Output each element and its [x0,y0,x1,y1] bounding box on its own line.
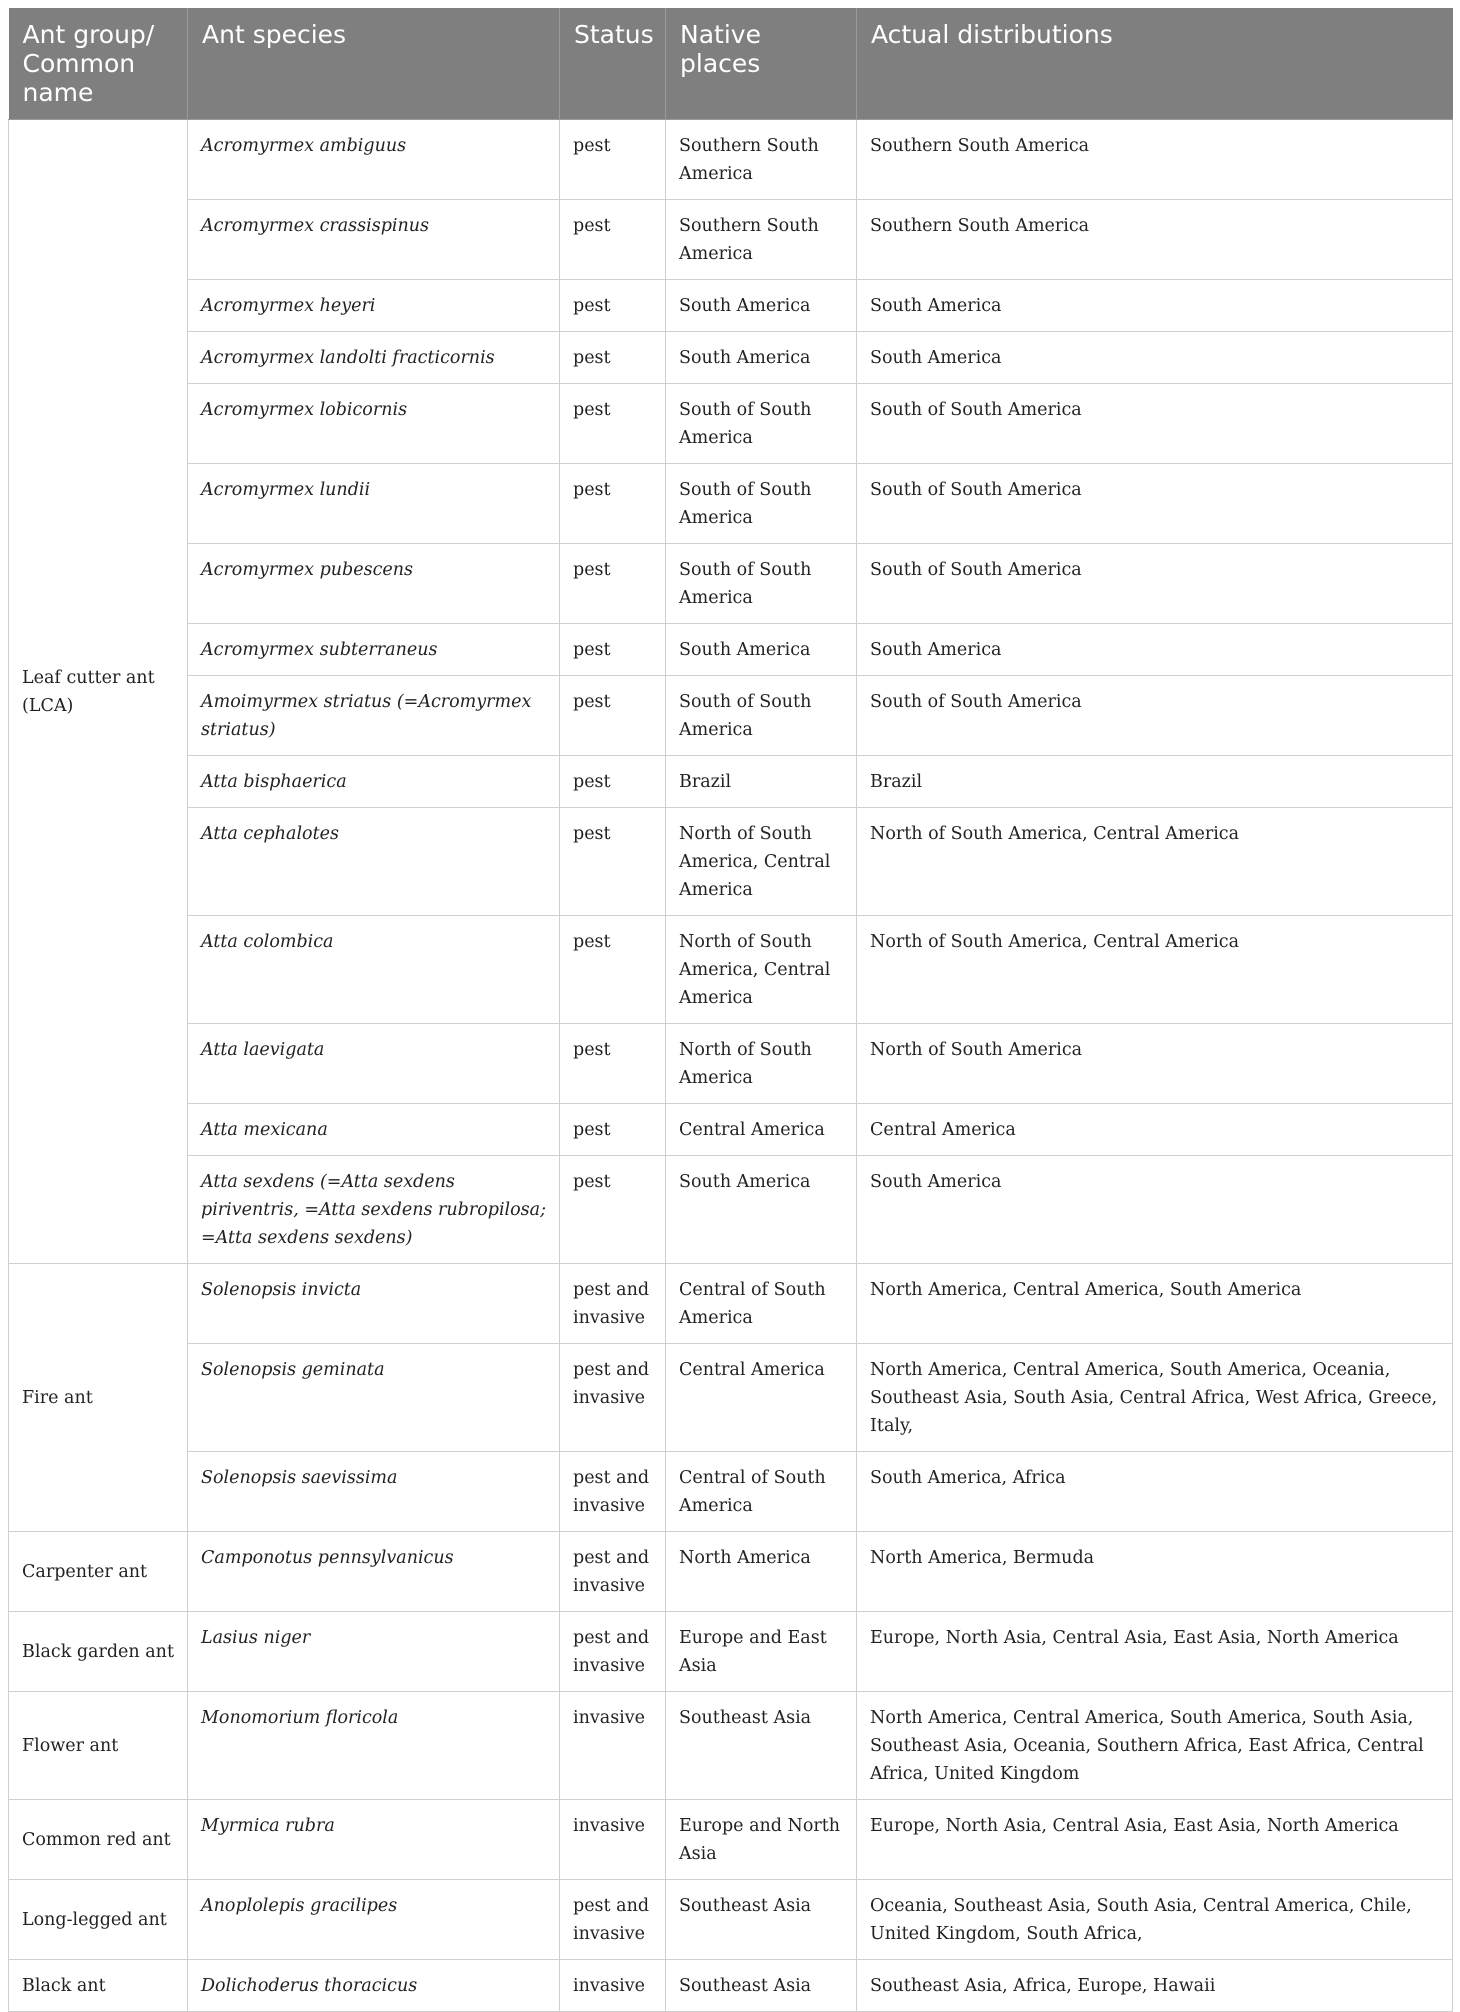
native-places-cell: Europe and North Asia [666,1800,857,1880]
table-row [9,676,1453,756]
species-cell: Amoimyrmex striatus (=Acromyrmex striatus) [188,676,560,756]
species-cell: Acromyrmex pubescens [188,544,560,624]
status-cell: invasive [560,1960,666,2012]
species-cell: Atta cephalotes [188,808,560,916]
status-cell: pest and invasive [560,1264,666,1344]
species-cell: Lasius niger [188,1612,560,1692]
status-cell: pest and invasive [560,1880,666,1960]
species-cell: Atta bisphaerica [188,756,560,808]
species-cell: Atta colombica [188,916,560,1024]
status-cell: pest [560,384,666,464]
status-cell: pest [560,332,666,384]
species-cell: Solenopsis invicta [188,1264,560,1344]
species-cell: Acromyrmex lundii [188,464,560,544]
species-cell: Acromyrmex crassispinus [188,200,560,280]
status-cell: pest [560,808,666,916]
species-cell: Acromyrmex lobicornis [188,384,560,464]
actual-distributions-cell: South America [857,332,1453,384]
status-cell: invasive [560,1692,666,1800]
actual-distributions-cell: North America, Central America, South America, South Asia, Southeast Asia, Oceania, Southern Africa, East Africa, Central Africa, United Kingdom [857,1692,1453,1800]
status-cell: pest [560,1156,666,1264]
actual-distributions-cell: Southeast Asia, Africa, Europe, Hawaii [857,1960,1453,2012]
species-cell: Acromyrmex landolti fracticornis [188,332,560,384]
native-places-cell: South America [666,280,857,332]
native-places-cell: Central of South America [666,1452,857,1532]
native-places-cell: South of South America [666,544,857,624]
table-row [9,1344,1453,1452]
native-places-cell: South America [666,332,857,384]
status-cell: pest and invasive [560,1452,666,1532]
ant-group-cell: Common red ant [9,1800,188,1880]
native-places-cell: South of South America [666,464,857,544]
native-places-cell: Southern South America [666,200,857,280]
table-row [9,120,1453,200]
table-row [9,1452,1453,1532]
species-cell: Anoplolepis gracilipes [188,1880,560,1960]
table-header [9,8,1453,120]
table-row [9,1800,1453,1880]
actual-distributions-cell: North America, Central America, South America, Oceania, Southeast Asia, South Asia, Central Africa, West Africa, Greece, Italy, [857,1344,1453,1452]
status-cell: pest [560,280,666,332]
ant-group-cell: Carpenter ant [9,1532,188,1612]
header-status: Status [560,8,666,120]
table-row [9,1156,1453,1264]
actual-distributions-cell: South of South America [857,544,1453,624]
status-cell: pest [560,200,666,280]
header-actual-distributions: Actual distributions [857,8,1453,120]
species-cell: Solenopsis geminata [188,1344,560,1452]
table-row [9,756,1453,808]
actual-distributions-cell: North of South America, Central America [857,916,1453,1024]
actual-distributions-cell: Southern South America [857,120,1453,200]
species-cell: Atta sexdens (=Atta sexdens piriventris, =Atta sexdens rubropilosa; =Atta sexdens sexdens) [188,1156,560,1264]
ant-group-cell: Flower ant [9,1692,188,1800]
table-body [9,120,1453,2012]
status-cell: pest and invasive [560,1612,666,1692]
table-row [9,1264,1453,1344]
actual-distributions-cell: North America, Bermuda [857,1532,1453,1612]
table-row [9,1960,1453,2012]
table-row [9,200,1453,280]
native-places-cell: North of South America, Central America [666,808,857,916]
header-ant-species: Ant species [188,8,560,120]
table-row [9,332,1453,384]
actual-distributions-cell: North of South America, Central America [857,808,1453,916]
native-places-cell: Southeast Asia [666,1960,857,2012]
table-row [9,808,1453,916]
actual-distributions-cell: South America, Africa [857,1452,1453,1532]
native-places-cell: Southern South America [666,120,857,200]
status-cell: pest and invasive [560,1344,666,1452]
status-cell: pest and invasive [560,1532,666,1612]
actual-distributions-cell: South of South America [857,384,1453,464]
status-cell: pest [560,544,666,624]
native-places-cell: South of South America [666,384,857,464]
actual-distributions-cell: South of South America [857,676,1453,756]
native-places-cell: Brazil [666,756,857,808]
table-row [9,1612,1453,1692]
native-places-cell: South of South America [666,676,857,756]
species-cell: Acromyrmex subterraneus [188,624,560,676]
header-ant-group: Ant group/ Common name [9,8,188,120]
native-places-cell: South America [666,624,857,676]
status-cell: pest [560,1104,666,1156]
table-row [9,544,1453,624]
table-row [9,280,1453,332]
ant-group-cell: Fire ant [9,1264,188,1532]
native-places-cell: Central America [666,1344,857,1452]
species-cell: Atta laevigata [188,1024,560,1104]
species-cell: Acromyrmex heyeri [188,280,560,332]
status-cell: invasive [560,1800,666,1880]
native-places-cell: North of South America, Central America [666,916,857,1024]
actual-distributions-cell: North of South America [857,1024,1453,1104]
actual-distributions-cell: Central America [857,1104,1453,1156]
native-places-cell: Southeast Asia [666,1692,857,1800]
status-cell: pest [560,916,666,1024]
table-row [9,916,1453,1024]
actual-distributions-cell: South America [857,624,1453,676]
actual-distributions-cell: Oceania, Southeast Asia, South Asia, Central America, Chile, United Kingdom, South Africa, [857,1880,1453,1960]
native-places-cell: Central of South America [666,1264,857,1344]
table-row [9,1692,1453,1800]
status-cell: pest [560,676,666,756]
species-cell: Solenopsis saevissima [188,1452,560,1532]
actual-distributions-cell: Brazil [857,756,1453,808]
native-places-cell: Southeast Asia [666,1880,857,1960]
ant-group-cell: Black ant [9,1960,188,2012]
table-row [9,384,1453,464]
actual-distributions-cell: Europe, North Asia, Central Asia, East Asia, North America [857,1800,1453,1880]
table-row [9,1532,1453,1612]
actual-distributions-cell: South of South America [857,464,1453,544]
table-row [9,1024,1453,1104]
table-row [9,464,1453,544]
native-places-cell: North of South America [666,1024,857,1104]
status-cell: pest [560,1024,666,1104]
status-cell: pest [560,756,666,808]
ant-group-cell: Long-legged ant [9,1880,188,1960]
species-cell: Myrmica rubra [188,1800,560,1880]
header-row [9,8,1453,120]
species-cell: Acromyrmex ambiguus [188,120,560,200]
table-row [9,624,1453,676]
species-cell: Camponotus pennsylvanicus [188,1532,560,1612]
actual-distributions-cell: South America [857,280,1453,332]
status-cell: pest [560,120,666,200]
ant-group-cell: Black garden ant [9,1612,188,1692]
native-places-cell: Central America [666,1104,857,1156]
ant-species-table [8,8,1453,2012]
status-cell: pest [560,624,666,676]
actual-distributions-cell: Europe, North Asia, Central Asia, East Asia, North America [857,1612,1453,1692]
species-cell: Atta mexicana [188,1104,560,1156]
ant-group-cell: Leaf cutter ant (LCA) [9,120,188,1264]
native-places-cell: South America [666,1156,857,1264]
header-native-places: Native places [666,8,857,120]
status-cell: pest [560,464,666,544]
actual-distributions-cell: North America, Central America, South America [857,1264,1453,1344]
native-places-cell: North America [666,1532,857,1612]
actual-distributions-cell: Southern South America [857,200,1453,280]
species-cell: Monomorium floricola [188,1692,560,1800]
species-cell: Dolichoderus thoracicus [188,1960,560,2012]
actual-distributions-cell: South America [857,1156,1453,1264]
table-row [9,1880,1453,1960]
native-places-cell: Europe and East Asia [666,1612,857,1692]
table-row [9,1104,1453,1156]
